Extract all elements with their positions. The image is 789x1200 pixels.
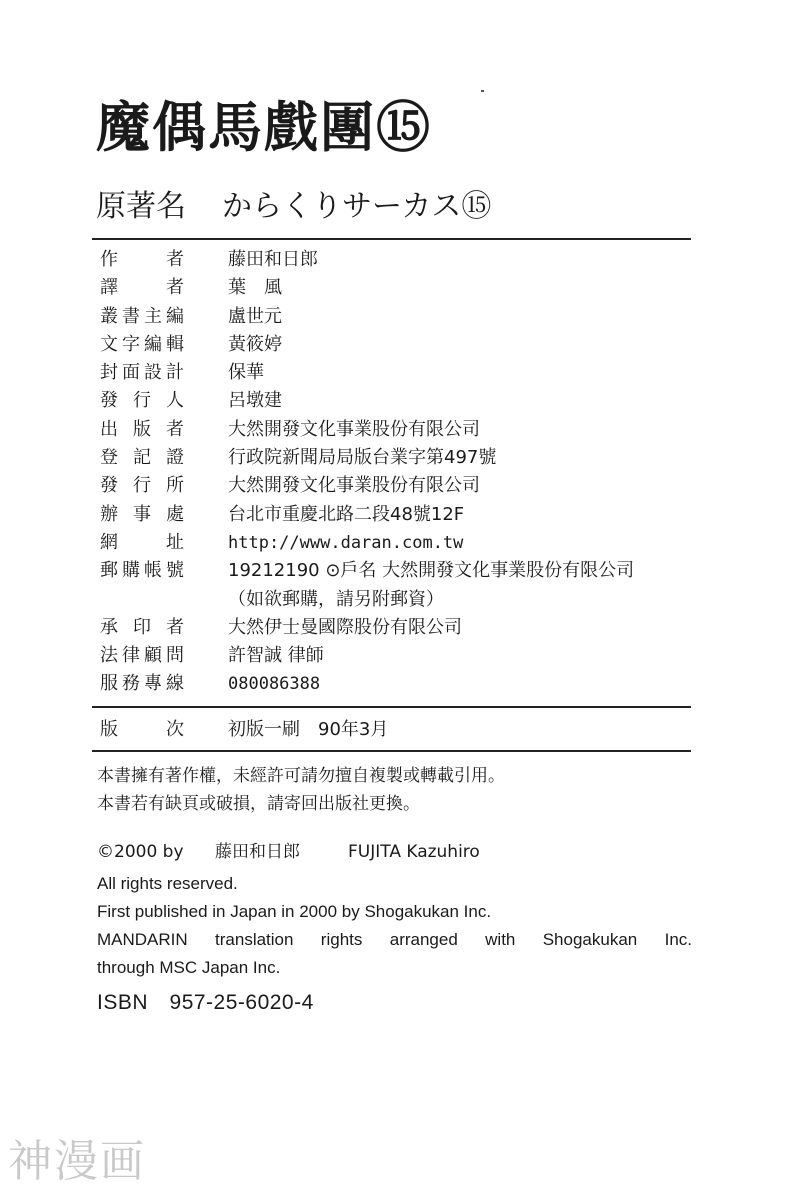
credits-table — [100, 246, 700, 699]
credit-value: 大然伊士曼國際股份有限公司 — [228, 616, 462, 638]
credit-value: 行政院新聞局局版台業字第497號 — [228, 447, 497, 469]
credit-label: 服務專線 — [100, 673, 184, 695]
copyright-prefix: ©2000 by — [97, 842, 184, 862]
credit-label: 承印者 — [100, 616, 184, 638]
credit-label: 文字編輯 — [100, 333, 184, 355]
credit-value: 呂墩建 — [228, 390, 282, 412]
credit-label: 出版者 — [100, 418, 184, 440]
credit-value: 葉 風 — [228, 277, 282, 299]
credit-value: 大然開發文化事業股份有限公司 — [228, 418, 480, 440]
credit-label: 發行人 — [100, 390, 184, 412]
credit-row — [100, 331, 700, 359]
print-speck — [481, 90, 484, 92]
copyright-author-jp: 藤田和日郎 — [215, 842, 300, 862]
notice-line: 本書若有缺頁或破損，請寄回出版社更換。 — [97, 794, 420, 814]
original-title-label: 原著名 — [96, 189, 186, 224]
credit-value: 許智誠 律師 — [228, 645, 324, 667]
credit-label: 封面設計 — [100, 362, 184, 384]
credit-label: 發行所 — [100, 475, 184, 497]
credit-label: 郵購帳號 — [100, 560, 184, 582]
credit-row — [100, 246, 700, 274]
credit-label: 作 者 — [100, 249, 184, 270]
credit-label: 法律顧問 — [100, 645, 184, 667]
isbn: ISBN 957-25-6020-4 — [97, 991, 314, 1014]
credit-value: 台北市重慶北路二段48號12F — [228, 503, 465, 525]
credit-row — [100, 274, 700, 302]
divider-bottom — [92, 750, 691, 752]
credit-label: 網 址 — [100, 531, 184, 553]
rights-line: All rights reserved. — [97, 874, 238, 893]
copyright-author-en: FUJITA Kazuhiro — [348, 842, 480, 862]
credit-label: 叢書主編 — [100, 305, 184, 327]
watermark: 神漫画 — [8, 1136, 146, 1187]
edition-value: 初版一刷 90年3月 — [228, 719, 389, 740]
credit-value: 19212190 ⊙戶名 大然開發文化事業股份有限公司 — [228, 560, 635, 582]
credit-label — [100, 586, 184, 614]
credit-label: 譯 者 — [100, 277, 184, 299]
credit-value: 盧世元 — [228, 305, 282, 327]
credit-value[interactable]: http://www.daran.com.tw — [228, 532, 464, 553]
credit-value: 藤田和日郎 — [228, 249, 318, 270]
credit-row — [100, 642, 700, 670]
credit-value: 黃筱婷 — [228, 333, 282, 355]
credit-row — [100, 303, 700, 331]
credit-value: （如欲郵購，請另附郵資） — [228, 588, 444, 610]
credit-value: 保華 — [228, 362, 264, 384]
rights-line: First published in Japan in 2000 by Shogakukan Inc. — [97, 902, 492, 921]
credit-row — [100, 416, 700, 444]
rights-line: through MSC Japan Inc. — [97, 958, 281, 977]
credit-label: 辦事處 — [100, 503, 184, 525]
credit-row — [100, 501, 700, 529]
credit-row — [100, 444, 700, 472]
credit-value: 大然開發文化事業股份有限公司 — [228, 475, 480, 497]
book-title: 魔偶馬戲團⑮ — [96, 95, 432, 159]
credit-row — [100, 359, 700, 387]
copyright-line — [97, 838, 480, 866]
edition-row — [100, 716, 389, 744]
rights-statement — [97, 870, 692, 982]
original-title-value: からくりサーカス⑮ — [222, 189, 492, 224]
credit-value: 080086388 — [228, 674, 321, 695]
divider-top — [92, 238, 691, 240]
credit-row — [100, 586, 700, 614]
rights-line: MANDARIN translation rights arranged with Shogakukan Inc. — [97, 930, 692, 949]
credit-row — [100, 614, 700, 642]
credit-row — [100, 557, 700, 585]
notices — [97, 762, 505, 818]
credit-row — [100, 670, 700, 698]
edition-label: 版 次 — [100, 719, 184, 740]
credit-row — [100, 472, 700, 500]
notice-line: 本書擁有著作權，未經許可請勿擅自複製或轉載引用。 — [97, 766, 505, 786]
credit-row — [100, 529, 700, 557]
credit-row — [100, 387, 700, 415]
original-title — [96, 189, 492, 224]
credit-label: 登記證 — [100, 447, 184, 469]
divider-middle — [92, 706, 691, 708]
